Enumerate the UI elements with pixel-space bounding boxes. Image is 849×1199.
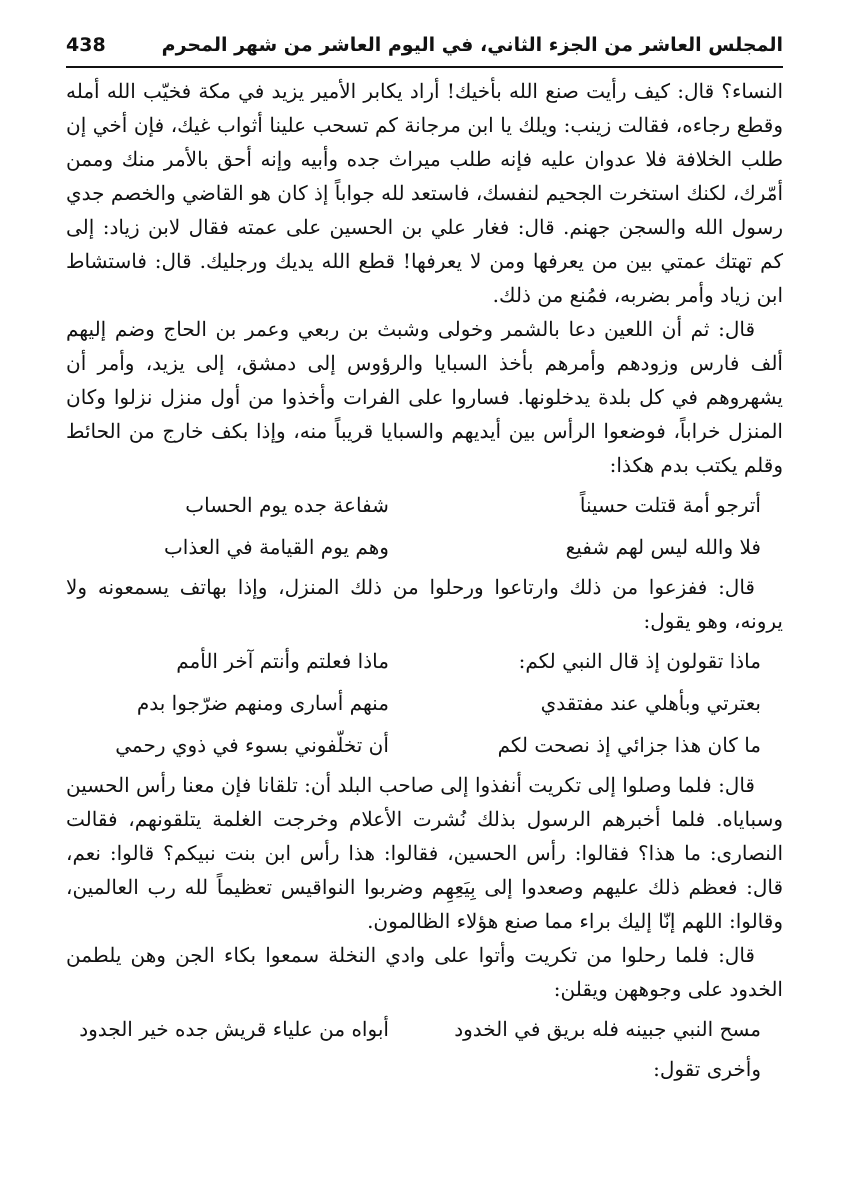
verse-second-hemistich: أن تخلّفوني بسوء في ذوي رحمي — [115, 733, 389, 757]
verse-first-hemistich: ما كان هذا جزائي إذ نصحت لكم — [497, 733, 761, 757]
paragraph: قال: فلما رحلوا من تكريت وأتوا على وادي النخلة سمعوا بكاء الجن وهن يلطمن الخدود على وجوههن ويقلن: — [66, 943, 783, 1001]
verse-first-hemistich: ماذا تقولون إذ قال النبي لكم: — [518, 649, 761, 673]
page-number: 438 — [66, 34, 106, 56]
verse-first-hemistich: مسح النبي جبينه فله بريق في الخدود — [454, 1017, 761, 1041]
page-body — [66, 74, 783, 1086]
running-header — [66, 30, 783, 64]
paragraph: قال: فلما وصلوا إلى تكريت أنفذوا إلى صاحب البلد أن: تلقانا فإن معنا رأس الحسين وسباياه. فلما أخبرهم الرسول بذلك نُشرت الأعلام وخرجت الغلمة يتلقونهم، فقالت النصارى: ما هذا؟ فقالوا: رأس الحسين، فقالوا: هذا رأس ابن بنت نبيكم؟ قالوا: نعم، قال: فعظم ذلك عليهم وصعدوا إلى بِيَعِهِم وضربوا النواقيس تعظيماً لله رب العالمين، وقالوا: اللهم إنّا إليك براء مما صنع هؤلاء الظالمون. — [66, 773, 783, 933]
verse-second-hemistich: أبواه من علياء قريش جده خير الجدود — [79, 1017, 389, 1041]
poem-verse — [66, 528, 783, 566]
verse-first-hemistich: فلا والله ليس لهم شفيع — [565, 535, 761, 559]
paragraph: قال: ففزعوا من ذلك وارتاعوا ورحلوا من ذلك المنزل، وإذا بهاتف يسمعونه ولا يرونه، وهو يقول: — [66, 575, 783, 633]
verse-second-hemistich: شفاعة جده يوم الحساب — [185, 493, 389, 517]
verse-second-hemistich: منهم أسارى ومنهم ضرّجوا بدم — [136, 691, 389, 715]
verse-second-hemistich: وهم يوم القيامة في العذاب — [163, 535, 389, 559]
poem-verse — [66, 642, 783, 680]
paragraph: النساء؟ قال: كيف رأيت صنع الله بأخيك! أراد يكابر الأمير يزيد في مكة فخيّب الله أمله وقطع رجاءه، فقالت زينب: ويلك يا ابن مرجانة كم تسحب علينا أثواب غيك، فإن أخي إن طلب الخلافة فلا عدوان عليه فإنه طلب ميراث جده وأبيه وإنه أحق بالأمر منك وممن أمّرك، لكنك استخرت الجحيم لنفسك، فاستعد لله جواباً إذ كان هو القاضي والخصم جدي رسول الله والسجن جهنم. قال: فغار علي بن الحسين على عمته فقال لابن زياد: إلى كم تهتك عمتي بين من يعرفها ومن لا يعرفها! قطع الله يديك ورجليك. قال: فاستشاط ابن زياد وأمر بضربه، فمُنع من ذلك. — [66, 79, 783, 307]
verse-first-hemistich: أترجو أمة قتلت حسيناً — [579, 493, 761, 517]
poem-verse — [66, 1010, 783, 1048]
paragraph: قال: ثم أن اللعين دعا بالشمر وخولى وشبث بن ربعي وعمر بن الحاج وضم إليهم ألف فارس وزودهم وأمرهم بأخذ السبايا والرؤوس إلى دمشق، إلى يزيد، وأمر أن يشهروهم في كل بلدة يدخلونها. فساروا على الفرات وأخذوا من أول منزل نزلوا وكان المنزل خراباً، فوضعوا الرأس بين أيديهم والسبايا قريباً منه، وإذا بكف خارج من الحائط وقلم يكتب بدم هكذا: — [66, 317, 783, 477]
paragraph: وأخرى تقول: — [653, 1057, 761, 1081]
verse-second-hemistich: ماذا فعلتم وأنتم آخر الأمم — [176, 649, 389, 673]
chapter-title: المجلس العاشر من الجزء الثاني، في اليوم العاشر من شهر المحرم — [161, 34, 783, 56]
header-rule — [66, 66, 783, 68]
poem-verse — [66, 684, 783, 722]
verse-first-hemistich: بعترتي وبأهلي عند مفتقدي — [540, 691, 761, 715]
poem-verse — [66, 486, 783, 524]
poem-verse — [66, 726, 783, 764]
